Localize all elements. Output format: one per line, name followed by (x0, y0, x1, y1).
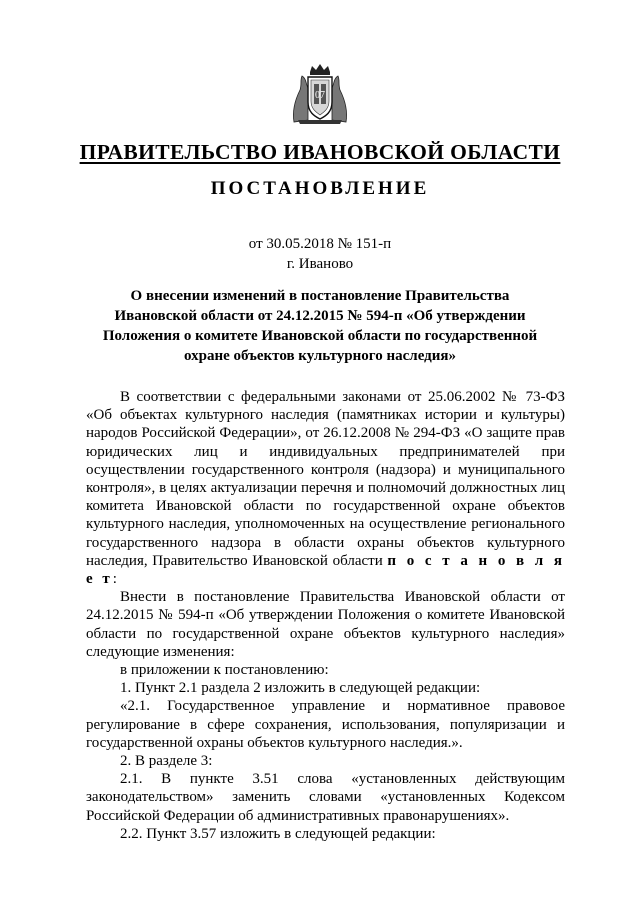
document-body (86, 388, 565, 843)
svg-text:07: 07 (315, 90, 325, 101)
decree-word: п о с т а н о в л я е т (86, 552, 565, 588)
preamble-text: В соответствии с федеральными законами от 25.06.2002 № 73-ФЗ «Об объектах культурного наследия (памятниках истории и культуры) народов Российской Федерации», от 26.12.2008 № 294-ФЗ «О защите прав юридических лиц и индивидуальных предпринимателей при осуществлении государственного контроля (надзора) и муниципального контроля», в целях актуализации перечня и полномочий должностных лиц комитета Ивановской области по государственной охране объектов культурного наследия, уполномоченных на осуществление регионального государственного надзора в области охраны объектов культурного наследия, Правительство Ивановской области (86, 389, 565, 569)
city: г. Иваново (286, 256, 354, 272)
date-number: от 30.05.2018 № 151-п (248, 236, 392, 252)
body-paragraph: 2.1. В пункте 3.51 слова «установленных действующим законодательством» заменить словами «установленных Кодексом Российской Федерации об административных правонарушениях». (86, 771, 565, 824)
body-paragraph: 1. Пункт 2.1 раздела 2 изложить в следующей редакции: (120, 680, 481, 697)
subject-line: О внесении изменений в постановление Правительства (130, 288, 510, 304)
body-paragraph: Внести в постановление Правительства Ивановской области от 24.12.2015 № 594-п «Об утверждении Положения о комитете Ивановской области по государственной охране объектов культурного наследия» следующие изменения: (86, 589, 565, 660)
body-paragraph: «2.1. Государственное управление и нормативное правовое регулирование в сфере сохранения, использования, популяризации и государственной охраны объектов культурного наследия.». (86, 698, 565, 751)
subject-line: охране объектов культурного наследия» (183, 348, 457, 364)
body-paragraph: в приложении к постановлению: (120, 662, 329, 679)
coat-of-arms-icon (290, 62, 350, 126)
decree-colon: : (112, 571, 117, 588)
document-subject (95, 286, 545, 366)
body-paragraph: 2.2. Пункт 3.57 изложить в следующей редакции: (120, 825, 436, 842)
document-type: ПОСТАНОВЛЕНИЕ (210, 178, 430, 199)
subject-line: Положения о комитете Ивановской области по государственной (102, 328, 538, 344)
government-title: ПРАВИТЕЛЬСТВО ИВАНОВСКОЙ ОБЛАСТИ (79, 140, 561, 164)
body-paragraph: 2. В разделе 3: (120, 753, 213, 770)
preamble-paragraph (86, 388, 565, 588)
subject-line: Ивановской области от 24.12.2015 № 594-п «Об утверждении (114, 308, 526, 324)
